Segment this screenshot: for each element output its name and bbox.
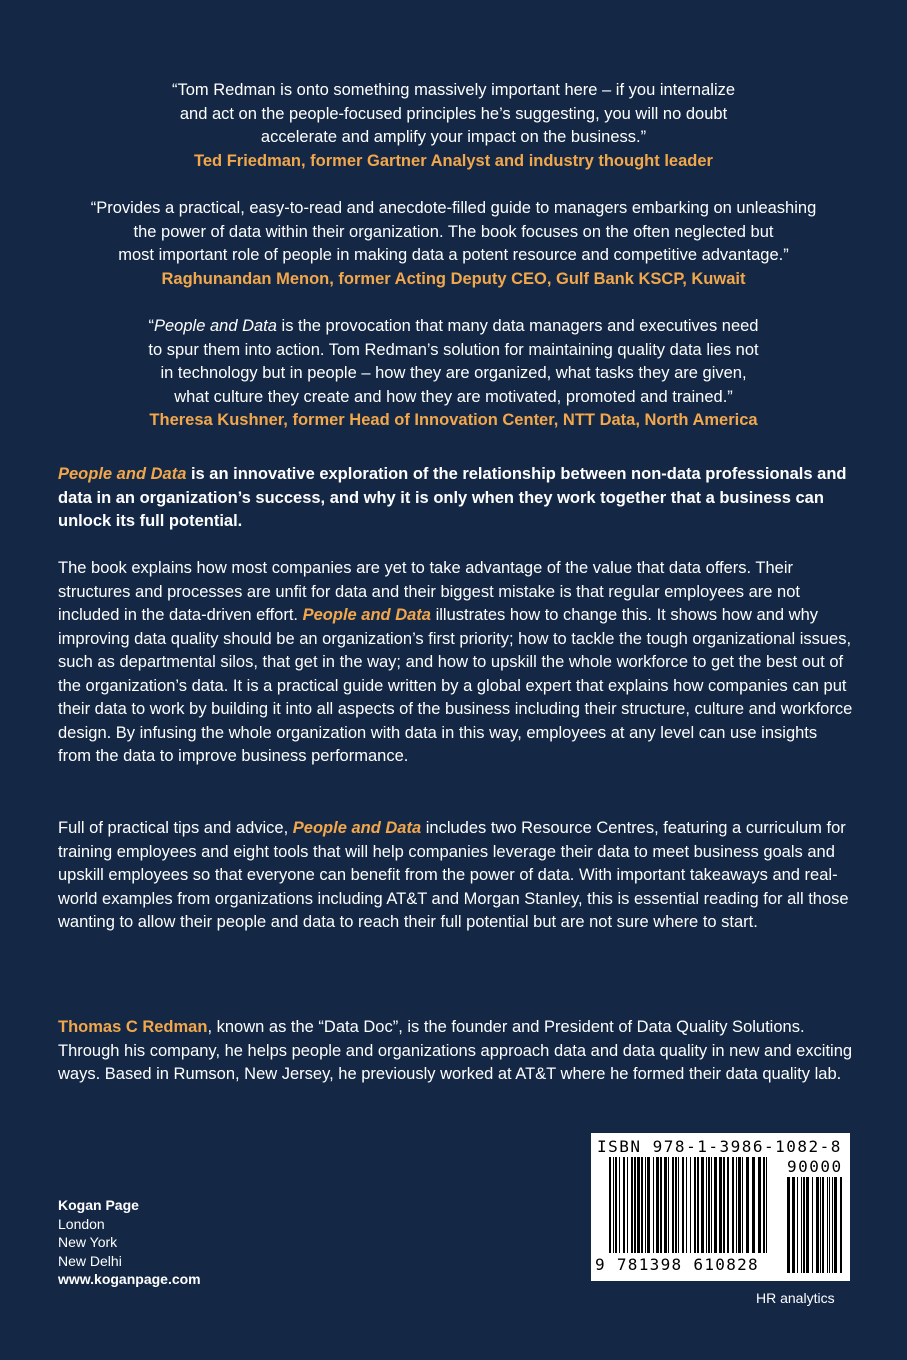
barcode-bar <box>675 1157 677 1253</box>
barcode-bar <box>806 1177 809 1273</box>
book-title: People and Data <box>292 819 422 837</box>
barcode-bar <box>822 1177 824 1273</box>
barcode-bar <box>834 1177 837 1273</box>
publisher-block <box>58 1196 201 1289</box>
barcode-bar <box>803 1177 805 1273</box>
paragraph-text: The book explains how most companies are yet to take advantage of the value that data offers. Their structures and processes are unfit for data and their biggest mistake is that regular employees are not included in the data-driven effort. <box>58 559 800 624</box>
quote-line: to spur them into action. Tom Redman’s solution for maintaining quality data lies not <box>148 340 759 359</box>
ean-digits: 9 781398 610828 <box>595 1255 759 1274</box>
barcode-bar <box>840 1177 842 1273</box>
author-name: Thomas C Redman <box>58 1018 208 1036</box>
description-paragraph-1 <box>58 557 853 769</box>
barcode-bar <box>766 1157 767 1253</box>
publisher-city: New York <box>58 1234 118 1251</box>
publisher-name: Kogan Page <box>58 1197 139 1213</box>
barcode-bar <box>701 1157 704 1253</box>
quote-attribution: Ted Friedman, former Gartner Analyst and industry thought leader <box>194 151 713 170</box>
endorsement-quote-3 <box>40 315 867 433</box>
barcode-bar <box>708 1157 710 1253</box>
barcode-bar <box>631 1157 633 1253</box>
quote-line: the power of data within their organization. The book focuses on the often neglected but <box>133 222 774 241</box>
barcode-bar <box>723 1157 725 1253</box>
barcode-bar <box>634 1157 636 1253</box>
quote-attribution: Theresa Kushner, former Head of Innovation Center, NTT Data, North America <box>149 411 758 429</box>
paragraph-text: includes two Resource Centres, featuring a curriculum for training employees and eight tools that will help companies leverage their data to meet business goals and upskill employees so that everyone can benefit from the power of data. With important takeaways and real-world examples from organizations including AT&T and Morgan Stanley, this is essential reading for all those wanting to allow their people and data to reach their full potential but are not sure where to start. <box>58 819 849 931</box>
paragraph-text: Full of practical tips and advice, <box>58 819 293 837</box>
barcode-bar <box>641 1157 643 1253</box>
endorsement-quote-1 <box>40 79 867 173</box>
barcode-bar <box>672 1157 674 1253</box>
barcode-bar <box>686 1157 687 1253</box>
barcode-bar <box>653 1157 654 1253</box>
book-title: People and Data <box>58 465 187 483</box>
barcode-bar <box>706 1157 707 1253</box>
description-paragraph-2 <box>58 817 853 935</box>
lead-paragraph <box>58 463 853 534</box>
barcode-bar <box>732 1157 734 1253</box>
quote-line: is the provocation that many data managers and executives need <box>276 317 759 335</box>
barcode-bar <box>682 1157 684 1253</box>
barcode-bar <box>645 1157 646 1253</box>
barcode-bar <box>812 1177 813 1273</box>
barcode-bar <box>816 1177 819 1273</box>
barcode-bar <box>678 1157 679 1253</box>
barcode-bar <box>797 1177 798 1273</box>
endorsement-quote-2 <box>40 197 867 291</box>
author-bio <box>58 1016 853 1087</box>
quote-open-mark: “ <box>148 317 154 335</box>
barcode-bar <box>742 1157 743 1253</box>
barcode-bar <box>690 1157 691 1253</box>
barcode-bar <box>727 1157 729 1253</box>
barcode-bar <box>613 1157 614 1253</box>
barcode-bar <box>719 1157 722 1253</box>
quote-line: “Provides a practical, easy-to-read and anecdote-filled guide to managers embarking on unleashing <box>90 199 817 217</box>
publisher-city: London <box>58 1215 105 1232</box>
barcode-bar <box>627 1157 628 1253</box>
isbn-barcode <box>591 1133 850 1281</box>
quote-attribution: Raghunandan Menon, former Acting Deputy CEO, Gulf Bank KSCP, Kuwait <box>161 269 746 288</box>
barcode-bar <box>647 1157 650 1253</box>
barcode-bar <box>758 1157 761 1253</box>
barcode-bar <box>714 1157 717 1253</box>
price-code: 90000 <box>787 1157 843 1176</box>
publisher-website: www.koganpage.com <box>58 1271 201 1288</box>
barcode-bar <box>746 1157 749 1253</box>
barcode-bar <box>619 1157 620 1253</box>
barcode-bar <box>820 1177 821 1273</box>
quote-line: most important role of people in making data a potent resource and competitive advantage.” <box>118 246 789 264</box>
barcode-bar <box>697 1157 699 1253</box>
barcode-bar <box>829 1177 830 1273</box>
lead-text: is an innovative exploration of the relationship between non-data professionals and data in an organization’s success, and why it is only when they work together that a business can unlock its full potential. <box>58 465 847 530</box>
barcode-bar <box>637 1157 640 1253</box>
barcode-bar <box>736 1157 737 1253</box>
barcode-bar <box>668 1157 669 1253</box>
quote-line: what culture they create and how they are motivated, promoted and trained.” <box>174 387 733 406</box>
barcode-bar <box>711 1157 712 1253</box>
barcode-bar <box>832 1177 833 1273</box>
barcode-bar <box>763 1157 765 1253</box>
barcode-bar <box>801 1177 802 1273</box>
book-title: People and Data <box>302 606 431 624</box>
category-label: HR analytics <box>756 1290 835 1306</box>
barcode-bar <box>792 1177 795 1273</box>
author-bio-text: , known as the “Data Doc”, is the founder and President of Data Quality Solutions. Through his company, he helps people and organizations approach data and data quality in new and exciting ways. Based in Rumson, New Jersey, he previously worked at AT&T where he formed their data quality lab. <box>58 1018 853 1083</box>
barcode-bar <box>787 1177 790 1273</box>
book-title: People and Data <box>154 317 277 335</box>
quote-line: accelerate and amplify your impact on the business.” <box>260 128 647 146</box>
barcode-bar <box>827 1177 828 1273</box>
barcode-bar <box>623 1157 625 1253</box>
barcode-bar <box>752 1157 755 1253</box>
barcode-bar <box>609 1157 611 1253</box>
quote-line: in technology but in people – how they are organized, what tasks they are given, <box>160 364 747 382</box>
barcode-bar <box>660 1157 662 1253</box>
barcode-bar <box>694 1157 696 1253</box>
paragraph-text: illustrates how to change this. It shows how and why improving data quality should be an organization’s first priority; how to tackle the tough organizational issues, such as departmental silos, that get in the way; and how to upskill the whole workforce to get the best out of the organization’s data. It is a practical guide written by a global expert that explains how companies can put their data to work by building it into all aspects of the business including their structure, culture and workforce design. By infusing the whole organization with data in this way, employees at any level can use insights from the data to improve business performance. <box>58 606 853 765</box>
barcode-bar <box>615 1157 617 1253</box>
quote-line: and act on the people-focused principles he’s suggesting, you will no doubt <box>179 104 728 123</box>
barcode-bar <box>664 1157 667 1253</box>
quote-line: “Tom Redman is onto something massively important here – if you internalize <box>171 81 736 99</box>
isbn-number: ISBN 978-1-3986-1082-8 <box>597 1137 842 1156</box>
publisher-city: New Delhi <box>58 1252 122 1269</box>
barcode-bar <box>656 1157 659 1253</box>
barcode-bar <box>738 1157 741 1253</box>
